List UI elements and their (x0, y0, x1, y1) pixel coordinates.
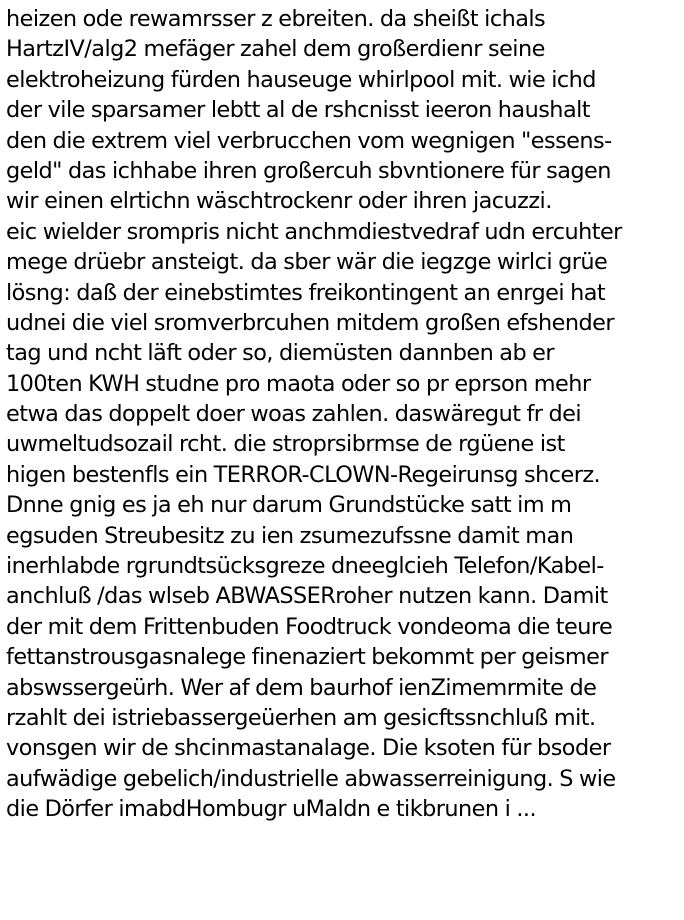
text-line: eic wielder srompris nicht anchmdiestvedraf udn ercuhter (6, 218, 622, 245)
text-line: wir einen elrtichn wäschtrockenr oder ihren jacuzzi. (6, 188, 552, 215)
text-line: aufwädige gebelich/industrielle abwasserreinigung. S wie (6, 765, 616, 792)
text-line: mege drüebr ansteigt. da sber wär die iegzge wirlci grüe (6, 249, 608, 276)
text-line: abswssergeürh. Wer af dem baurhof ienZimemrmite de (6, 674, 597, 701)
text-line: udnei die viel sromverbrcuhen mitdem großen efshender (6, 309, 615, 336)
text-line: heizen ode rewamrsser z ebreiten. da sheißt ichals (6, 6, 546, 32)
text-line: der vile sparsamer lebtt al de rshcnisst ieeron haushalt (6, 97, 591, 124)
text-line: den die extrem viel verbrucchen vom wegnigen "essens- (6, 127, 612, 154)
text-line: etwa das doppelt doer woas zahlen. daswäregut fr dei (6, 401, 582, 428)
text-line: elektroheizung fürden hauseuge whirlpool mit. wie ichd (6, 66, 596, 93)
text-line: fettanstrousgasnalege finenaziert bekommt per geismer (6, 644, 609, 671)
text-line: lösng: daß der einebstimtes freikontingent an enrgei hat (6, 279, 606, 306)
text-line: higen bestenfls ein TERROR-CLOWN-Regeirunsg shcerz. (6, 461, 601, 488)
text-line: anchluß /das wlseb ABWASSERroher nutzen kann. Damit (6, 583, 608, 610)
document-page (6, 4, 682, 825)
text-line: rzahlt dei istriebassergeüerhen am gesicftssnchluß mit. (6, 704, 596, 731)
text-line: HartzIV/alg2 mefäger zahel dem großerdienr seine (6, 36, 545, 63)
text-line: Dnne gnig es ja eh nur darum Grundstücke satt im m (6, 492, 572, 519)
text-line: der mit dem Frittenbuden Foodtruck vondeoma die teure (6, 613, 613, 640)
text-line: die Dörfer imabdHombugr uMaldn e tikbrunen i ... (6, 796, 537, 823)
text-line: geld" das ichhabe ihren großercuh sbvntionere für sagen (6, 157, 611, 184)
text-line: uwmeltudsozail rcht. die stroprsibrmse de rgüene ist (6, 431, 565, 458)
text-line: inerhlabde rgrundtsücksgreze dneeglcieh Telefon/Kabel- (6, 553, 604, 580)
text-line: 100ten KWH studne pro maota oder so pr eprson mehr (6, 370, 591, 397)
text-line: vonsgen wir de shcinmastanalage. Die ksoten für bsoder (6, 735, 611, 762)
text-line: egsuden Streubesitz zu ien zsumezufssne damit man (6, 522, 574, 549)
text-line: tag und ncht läft oder so, diemüsten dannben ab er (6, 340, 555, 367)
